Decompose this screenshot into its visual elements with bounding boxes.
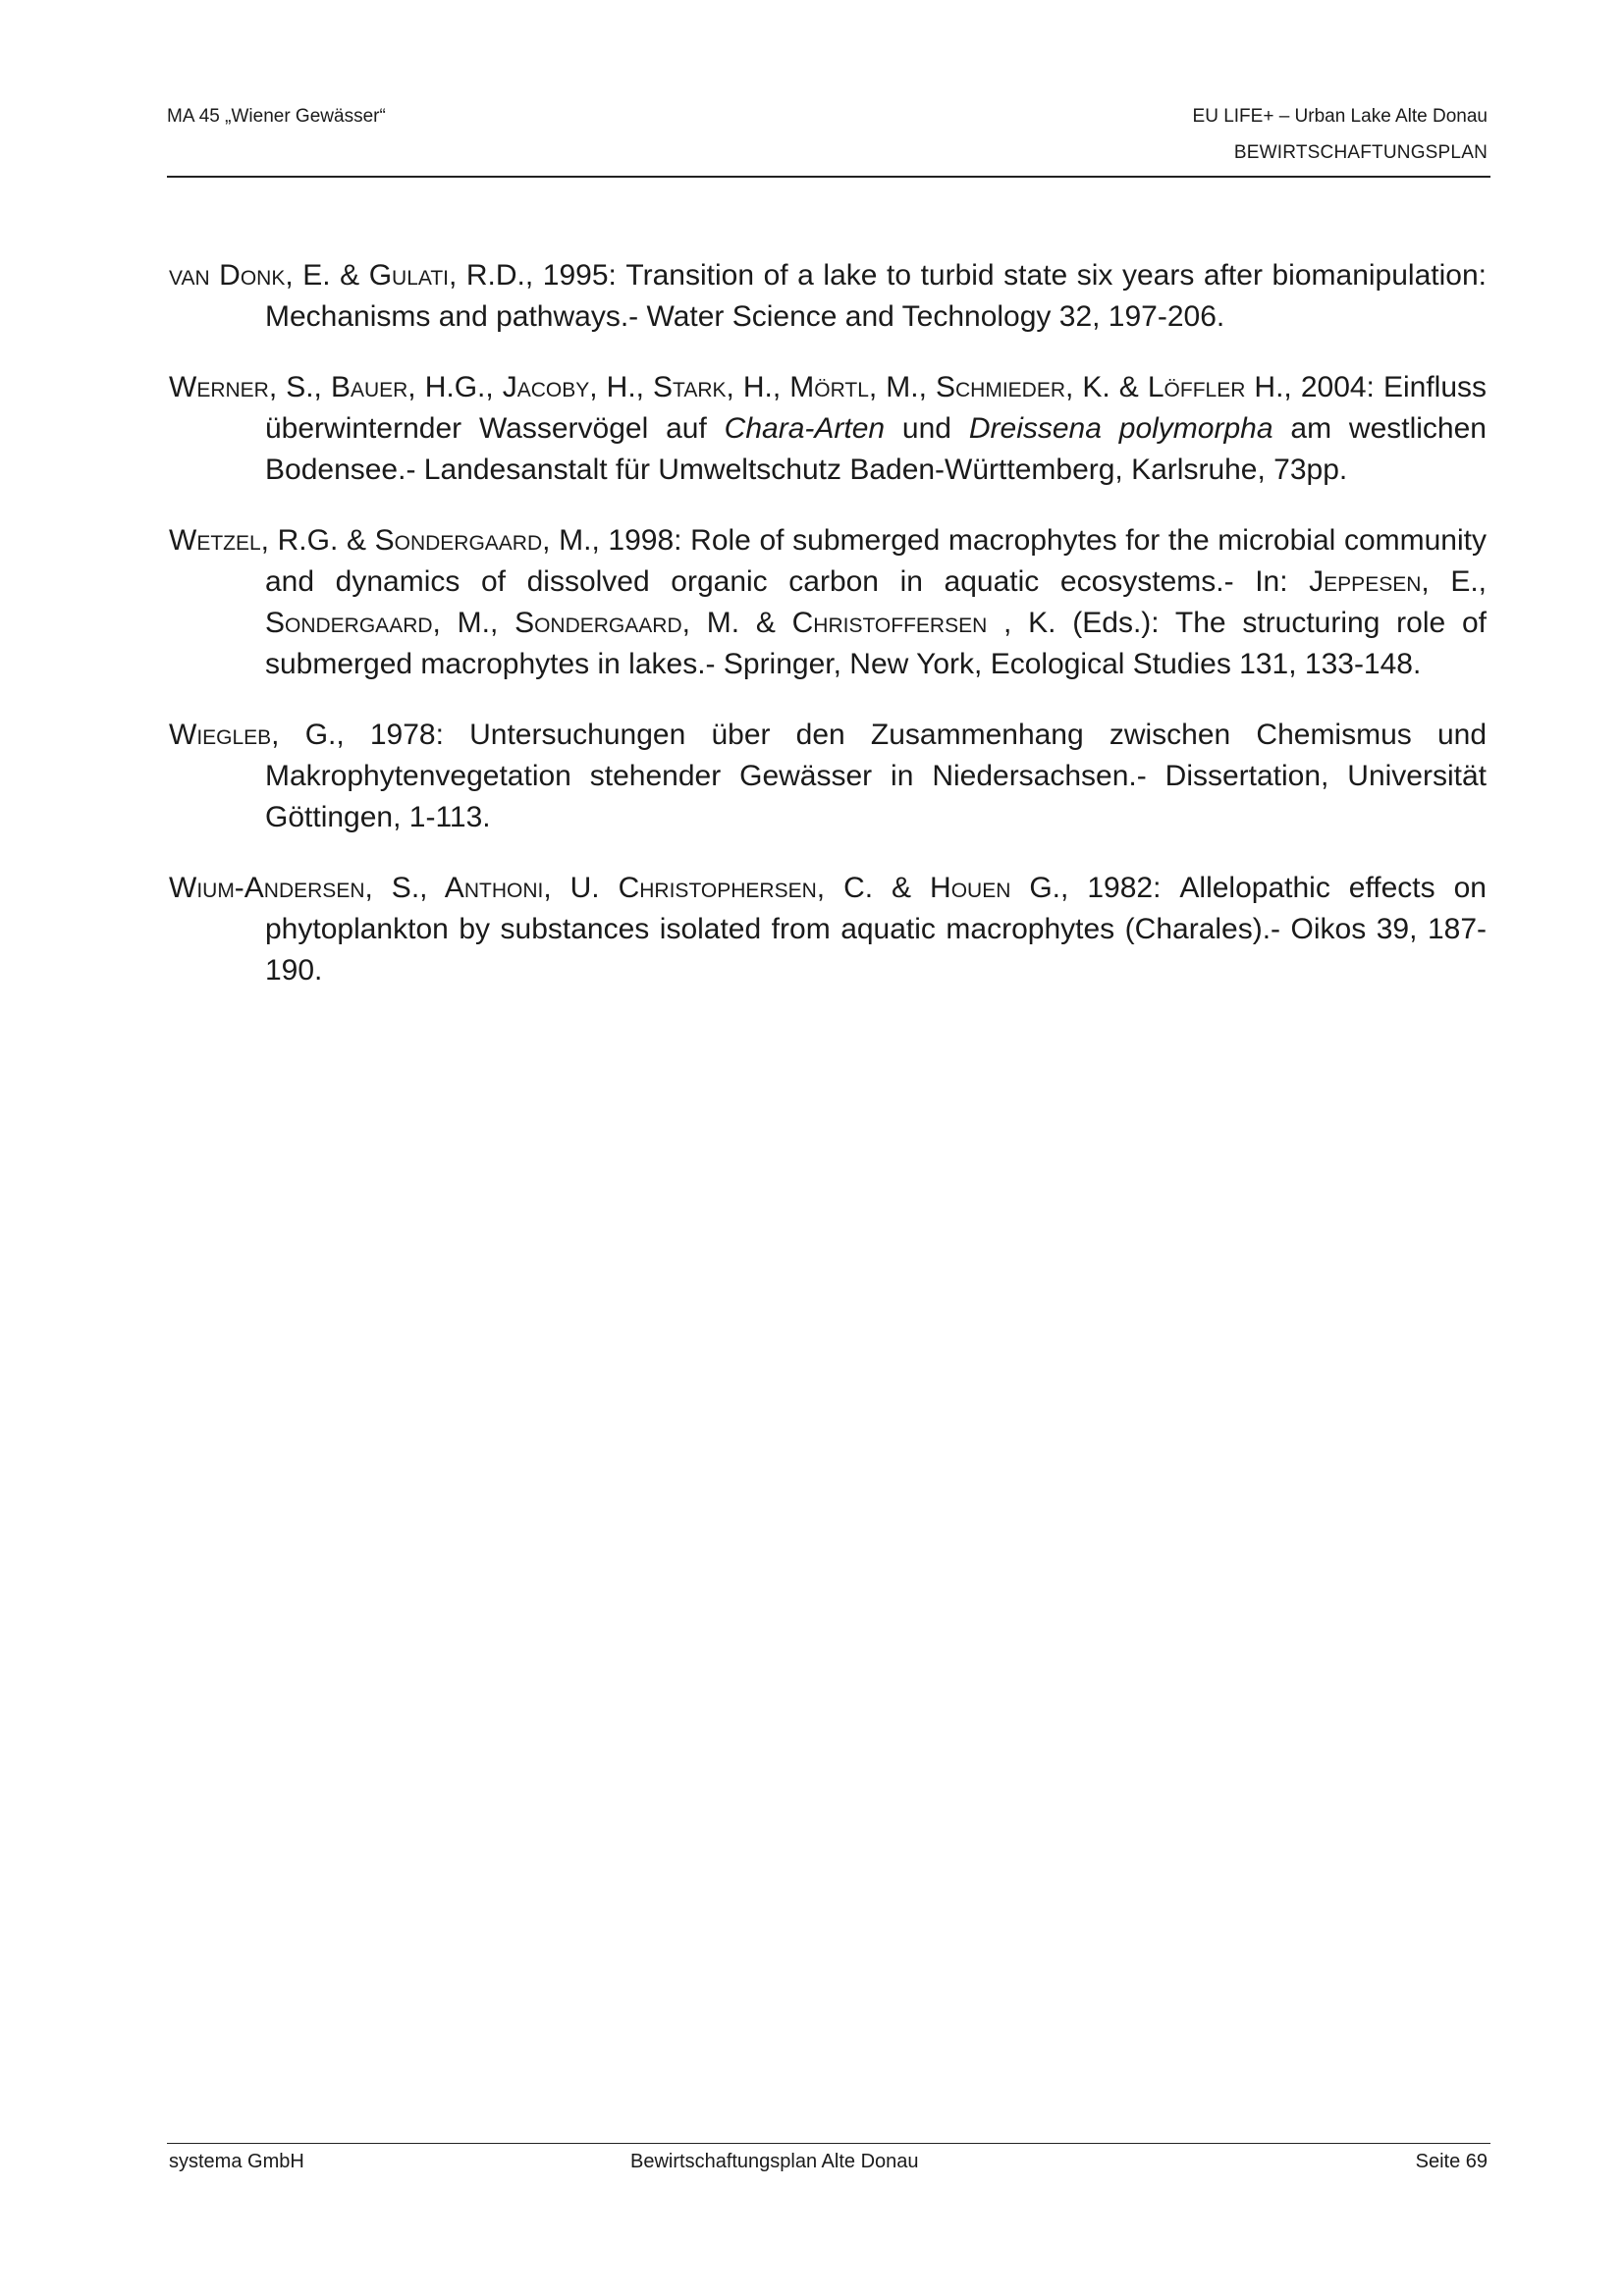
reference-text: am westlichen Bodensee.- Landesanstalt für Umweltschutz Baden-Württemberg, Karlsruhe, 73pp.: [265, 412, 1487, 486]
reference-list: [169, 226, 1487, 1005]
reference-entry: [169, 520, 1487, 685]
reference-authors: Wium-Andersen, S., Anthoni, U. Christophersen, C. & Houen G., 1982:: [169, 872, 1180, 904]
header-divider: [167, 176, 1490, 178]
header-document-type: BEWIRTSCHAFTUNGSPLAN: [1233, 142, 1488, 163]
reference-entry: [169, 367, 1487, 491]
reference-entry: [169, 868, 1487, 991]
reference-text: Role of submerged macrophytes for the microbial community and dynamics of dissolved organic carbon in aquatic ecosystems.- In:: [265, 524, 1487, 598]
reference-authors: Werner, S., Bauer, H.G., Jacoby, H., Stark, H., Mörtl, M., Schmieder, K. & Löffler H., 2004:: [169, 371, 1383, 403]
reference-text: Einfluss überwinternder Wasservögel auf: [265, 371, 1487, 445]
reference-authors: van Donk, E. & Gulati, R.D., 1995:: [169, 259, 626, 292]
reference-authors: Wetzel, R.G. & Sondergaard, M., 1998:: [169, 524, 691, 557]
reference-text: Allelopathic effects on phytoplankton by substances isolated from aquatic macrophytes (Charales).- Oikos 39, 187-190.: [265, 872, 1487, 987]
header-organization: MA 45 „Wiener Gewässer“: [167, 106, 386, 127]
reference-text: Untersuchungen über den Zusammenhang zwischen Chemismus und Makrophytenvegetation stehender Gewässer in Niedersachsen.- Dissertation, Universität Göttingen, 1-113.: [265, 719, 1487, 833]
reference-italic-taxon: Dreissena polymorpha: [968, 412, 1273, 445]
reference-text: und: [885, 412, 969, 445]
page-footer: [167, 2143, 1490, 2182]
reference-authors: Wiegleb, G., 1978:: [169, 719, 470, 751]
footer-divider: [167, 2143, 1490, 2144]
reference-editors: Jeppesen, E., Sondergaard, M., Sondergaard, M. & Christoffersen , K.: [265, 565, 1487, 639]
footer-page-number: Seite 69: [1415, 2151, 1488, 2172]
reference-text: Transition of a lake to turbid state six years after biomanipulation: Mechanisms and pathways.- Water Science and Technology 32, 197-206.: [265, 259, 1487, 333]
reference-entry: [169, 255, 1487, 338]
footer-document-title: Bewirtschaftungsplan Alte Donau: [630, 2151, 919, 2172]
header-project-title: EU LIFE+ – Urban Lake Alte Donau: [1192, 106, 1488, 127]
reference-entry: [169, 715, 1487, 838]
reference-italic-taxon: Chara-Arten: [724, 412, 886, 445]
footer-company: systema GmbH: [169, 2151, 304, 2172]
reference-text: (Eds.): The structuring role of submerged macrophytes in lakes.- Springer, New York, Ecological Studies 131, 133-148.: [265, 607, 1487, 680]
page-header: [167, 98, 1490, 179]
